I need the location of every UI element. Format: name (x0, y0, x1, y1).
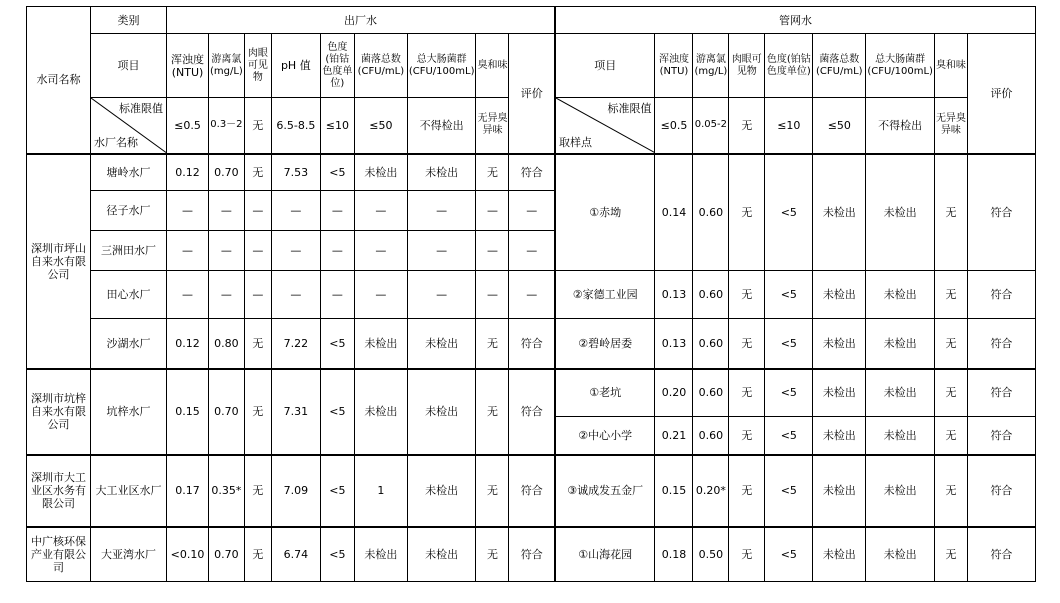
net-limit-colony: ≤50 (813, 98, 866, 154)
value-cell: 无 (244, 455, 271, 527)
net-col-odor: 臭和味 (934, 34, 967, 98)
net-limit-chlorine: 0.05-2 (693, 98, 729, 154)
table-row (27, 319, 1036, 369)
sample-name: ①赤坳 (555, 154, 655, 271)
value-cell: — (167, 231, 209, 271)
eval-cell: 符合 (967, 417, 1035, 455)
value-cell: <5 (320, 527, 354, 582)
value-cell: <5 (320, 319, 354, 369)
value-cell: 7.53 (271, 154, 320, 191)
value-cell: — (209, 271, 245, 319)
value-cell: 无 (476, 319, 509, 369)
net-limit-odor: 无异臭异味 (934, 98, 967, 154)
value-cell: 未检出 (407, 455, 476, 527)
table-row (27, 527, 1036, 582)
table-row (27, 455, 1036, 527)
value-cell: — (167, 191, 209, 231)
value-cell: <5 (320, 455, 354, 527)
value-cell: — (209, 191, 245, 231)
value-cell: 无 (934, 271, 967, 319)
value-cell: 未检出 (407, 319, 476, 369)
value-cell: <0.10 (167, 527, 209, 582)
table-row (27, 271, 1036, 319)
sample-diagonal-header (555, 98, 655, 154)
value-cell: 无 (476, 455, 509, 527)
value-cell: — (320, 271, 354, 319)
value-cell: 无 (244, 369, 271, 455)
net-limit-coliform: 不得检出 (866, 98, 935, 154)
outlet-col-color: 色度(铂钴色度单位) (320, 34, 354, 98)
table-row (27, 154, 1036, 191)
value-cell: 0.60 (693, 417, 729, 455)
value-cell: 未检出 (813, 417, 866, 455)
outlet-col-turbidity: 浑浊度(NTU) (167, 34, 209, 98)
value-cell: 未检出 (354, 527, 407, 582)
value-cell: 0.70 (209, 154, 245, 191)
value-cell: — (354, 191, 407, 231)
sample-name: ②碧岭居委 (555, 319, 655, 369)
value-cell: 无 (476, 154, 509, 191)
sample-name: ①山海花园 (555, 527, 655, 582)
value-cell: 无 (934, 527, 967, 582)
net-col-colony: 菌落总数(CFU/mL) (813, 34, 866, 98)
value-cell: <5 (765, 319, 813, 369)
value-cell: — (271, 271, 320, 319)
value-cell: 0.18 (655, 527, 693, 582)
value-cell: 无 (244, 527, 271, 582)
outlet-col-ph: pH 值 (271, 34, 320, 98)
value-cell: 无 (934, 319, 967, 369)
value-cell: 无 (934, 455, 967, 527)
value-cell: 未检出 (354, 369, 407, 455)
sample-name: ②中心小学 (555, 417, 655, 455)
outlet-limit-ph: 6.5-8.5 (271, 98, 320, 154)
value-cell: 未检出 (354, 319, 407, 369)
value-cell: 0.15 (167, 369, 209, 455)
value-cell: 0.21 (655, 417, 693, 455)
value-cell: — (354, 271, 407, 319)
value-cell: — (476, 231, 509, 271)
sample-name: ①老坑 (555, 369, 655, 417)
outlet-col-visible: 肉眼可见物 (244, 34, 271, 98)
value-cell: 0.20 (655, 369, 693, 417)
value-cell: 0.13 (655, 271, 693, 319)
header-network-group: 管网水 (555, 7, 1035, 34)
value-cell: 未检出 (866, 154, 935, 271)
net-col-visible: 肉眼可见物 (729, 34, 765, 98)
outlet-col-eval: 评价 (509, 34, 555, 154)
standard-limit-label: 标准限值 (607, 102, 652, 115)
value-cell: 未检出 (354, 154, 407, 191)
value-cell: 无 (244, 319, 271, 369)
net-col-coliform: 总大肠菌群(CFU/100mL) (866, 34, 935, 98)
value-cell: — (407, 191, 476, 231)
value-cell: 0.70 (209, 369, 245, 455)
value-cell: 7.22 (271, 319, 320, 369)
value-cell: 无 (244, 154, 271, 191)
value-cell: 无 (934, 154, 967, 271)
sample-name: ②家德工业园 (555, 271, 655, 319)
value-cell: <5 (765, 527, 813, 582)
value-cell: 0.60 (693, 319, 729, 369)
plant-name: 大亚湾水厂 (91, 527, 167, 582)
value-cell: — (407, 231, 476, 271)
value-cell: 未检出 (407, 527, 476, 582)
value-cell: <5 (765, 455, 813, 527)
plant-name: 塘岭水厂 (91, 154, 167, 191)
value-cell: 0.20* (693, 455, 729, 527)
value-cell: 无 (729, 369, 765, 417)
net-col-color: 色度(铂钴色度单位) (765, 34, 813, 98)
value-cell: — (167, 271, 209, 319)
value-cell: 无 (729, 455, 765, 527)
value-cell: 无 (934, 369, 967, 417)
eval-cell: — (509, 231, 555, 271)
plant-name: 坑梓水厂 (91, 369, 167, 455)
company-name: 深圳市坪山自来水有限公司 (27, 154, 91, 369)
value-cell: 未检出 (813, 271, 866, 319)
plant-name: 径子水厂 (91, 191, 167, 231)
value-cell: 0.15 (655, 455, 693, 527)
value-cell: 未检出 (866, 319, 935, 369)
value-cell: 未检出 (866, 369, 935, 417)
value-cell: — (354, 231, 407, 271)
value-cell: 未检出 (813, 369, 866, 417)
value-cell: 未检出 (813, 154, 866, 271)
eval-cell: 符合 (967, 154, 1035, 271)
value-cell: <5 (320, 154, 354, 191)
value-cell: 0.17 (167, 455, 209, 527)
outlet-col-coliform: 总大肠菌群(CFU/100mL) (407, 34, 476, 98)
header-company: 水司名称 (27, 7, 91, 154)
company-name: 中广核环保产业有限公司 (27, 527, 91, 582)
outlet-limit-turbidity: ≤0.5 (167, 98, 209, 154)
value-cell: 未检出 (813, 527, 866, 582)
plant-name: 田心水厂 (91, 271, 167, 319)
outlet-limit-color: ≤10 (320, 98, 354, 154)
plant-name: 沙湖水厂 (91, 319, 167, 369)
value-cell: 7.09 (271, 455, 320, 527)
value-cell: — (271, 231, 320, 271)
value-cell: — (209, 231, 245, 271)
value-cell: 0.35* (209, 455, 245, 527)
value-cell: — (244, 231, 271, 271)
sample-point-label: 取样点 (558, 135, 592, 149)
value-cell: 0.13 (655, 319, 693, 369)
value-cell: 无 (729, 417, 765, 455)
outlet-limit-coliform: 不得检出 (407, 98, 476, 154)
value-cell: 未检出 (866, 455, 935, 527)
value-cell: 6.74 (271, 527, 320, 582)
eval-cell: 符合 (967, 455, 1035, 527)
value-cell: 0.60 (693, 369, 729, 417)
value-cell: — (476, 271, 509, 319)
value-cell: 0.50 (693, 527, 729, 582)
eval-cell: 符合 (509, 319, 555, 369)
network-header-item: 项目 (555, 34, 655, 98)
eval-cell: 符合 (967, 369, 1035, 417)
plant-diagonal-header (91, 98, 167, 154)
water-quality-table (26, 6, 1036, 582)
value-cell: 无 (729, 271, 765, 319)
value-cell: 0.12 (167, 154, 209, 191)
header-item: 项目 (91, 34, 167, 98)
value-cell: <5 (320, 369, 354, 455)
net-limit-color: ≤10 (765, 98, 813, 154)
company-name: 深圳市大工业区水务有限公司 (27, 455, 91, 527)
outlet-limit-chlorine: 0.3－2 (209, 98, 245, 154)
value-cell: 7.31 (271, 369, 320, 455)
value-cell: 未检出 (813, 319, 866, 369)
value-cell: — (476, 191, 509, 231)
net-limit-turbidity: ≤0.5 (655, 98, 693, 154)
outlet-limit-colony: ≤50 (354, 98, 407, 154)
value-cell: 无 (476, 369, 509, 455)
net-col-eval: 评价 (967, 34, 1035, 154)
value-cell: 未检出 (866, 271, 935, 319)
value-cell: <5 (765, 369, 813, 417)
eval-cell: 符合 (509, 527, 555, 582)
value-cell: 无 (934, 417, 967, 455)
value-cell: <5 (765, 271, 813, 319)
value-cell: 1 (354, 455, 407, 527)
plant-name: 大工业区水厂 (91, 455, 167, 527)
outlet-limit-visible: 无 (244, 98, 271, 154)
value-cell: 0.60 (693, 271, 729, 319)
value-cell: 无 (476, 527, 509, 582)
eval-cell: 符合 (509, 369, 555, 455)
value-cell: 0.14 (655, 154, 693, 271)
net-col-turbidity: 浑浊度(NTU) (655, 34, 693, 98)
header-category: 类别 (91, 7, 167, 34)
table-row (27, 369, 1036, 417)
value-cell: 未检出 (407, 154, 476, 191)
value-cell: — (244, 191, 271, 231)
eval-cell: 符合 (509, 154, 555, 191)
value-cell: 无 (729, 319, 765, 369)
value-cell: 0.12 (167, 319, 209, 369)
value-cell: 无 (729, 154, 765, 271)
value-cell: <5 (765, 417, 813, 455)
eval-cell: 符合 (967, 319, 1035, 369)
plant-name-label: 水厂名称 (94, 135, 138, 149)
value-cell: — (407, 271, 476, 319)
value-cell: 无 (729, 527, 765, 582)
value-cell: <5 (765, 154, 813, 271)
eval-cell: 符合 (967, 271, 1035, 319)
plant-name: 三洲田水厂 (91, 231, 167, 271)
value-cell: 0.60 (693, 154, 729, 271)
value-cell: 未检出 (407, 369, 476, 455)
sample-name: ③诚成发五金厂 (555, 455, 655, 527)
net-col-chlorine: 游离氯(mg/L) (693, 34, 729, 98)
net-limit-visible: 无 (729, 98, 765, 154)
value-cell: 未检出 (813, 455, 866, 527)
eval-cell: 符合 (509, 455, 555, 527)
outlet-col-colony: 菌落总数(CFU/mL) (354, 34, 407, 98)
eval-cell: — (509, 271, 555, 319)
outlet-col-chlorine: 游离氯(mg/L) (209, 34, 245, 98)
value-cell: 0.80 (209, 319, 245, 369)
header-outlet-group: 出厂水 (167, 7, 555, 34)
value-cell: — (244, 271, 271, 319)
outlet-limit-odor: 无异臭异味 (476, 98, 509, 154)
outlet-col-odor: 臭和味 (476, 34, 509, 98)
value-cell: 0.70 (209, 527, 245, 582)
standard-limit-label: 标准限值 (119, 102, 163, 115)
value-cell: — (320, 191, 354, 231)
value-cell: 未检出 (866, 527, 935, 582)
value-cell: — (271, 191, 320, 231)
eval-cell: 符合 (967, 527, 1035, 582)
company-name: 深圳市坑梓自来水有限公司 (27, 369, 91, 455)
value-cell: — (320, 231, 354, 271)
value-cell: 未检出 (866, 417, 935, 455)
eval-cell: — (509, 191, 555, 231)
